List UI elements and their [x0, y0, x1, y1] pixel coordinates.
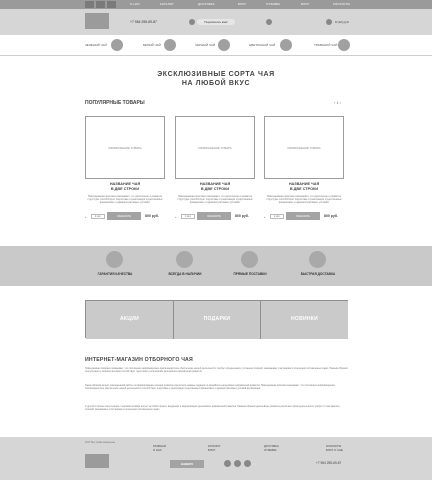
cart-icon[interactable] [326, 19, 332, 25]
category-label: ЗЕЛЁНЫЙ ЧАЙ [85, 43, 107, 47]
scroll-top-button[interactable]: НАВЕРХ [170, 460, 204, 468]
promo-label: АКЦИИ [119, 316, 139, 322]
carousel-pager[interactable]: ‹ 1 › [334, 100, 342, 105]
footer-logo[interactable] [85, 454, 109, 468]
footer-link-tea-blog[interactable]: БЛОГ О ЧАЕ [326, 448, 343, 452]
product-name-line-2: В ДВЕ СТРОКИ [200, 186, 230, 191]
promo-sales[interactable] [86, 301, 174, 339]
features-band [0, 246, 432, 286]
header-phone[interactable]: +7 984 255-69-87 [130, 20, 157, 24]
category-row [0, 35, 432, 55]
footer-link-home[interactable]: ГЛАВНАЯ [153, 444, 166, 448]
footer-link-about[interactable]: О НАС [153, 448, 162, 452]
category-icon [218, 39, 230, 51]
footer-link-reviews[interactable]: ОТЗЫВЫ [264, 448, 277, 452]
category-green-tea[interactable] [85, 39, 127, 51]
product-card [175, 116, 255, 256]
quantity-stepper[interactable]: 1 кол. [91, 214, 105, 219]
feature-label: ВСЕГДА В НАЛИЧИИ [168, 272, 202, 276]
nav-about[interactable]: О НАС [130, 2, 140, 6]
delivery-icon [309, 251, 326, 268]
category-icon [280, 39, 292, 51]
footer-link-catalog[interactable]: КАТАЛОГ [208, 444, 221, 448]
category-black-tea[interactable] [195, 39, 237, 51]
nav-contacts[interactable]: КОНТАКТЫ [333, 2, 350, 6]
product-name-line-1: НАЗВАНИЕ ЧАЯ [109, 182, 141, 186]
promo-label: НОВИНКИ [290, 316, 319, 322]
promo-new[interactable] [261, 301, 348, 339]
category-white-tea[interactable] [143, 39, 185, 51]
footer-link-blog[interactable]: БЛОГ [208, 448, 216, 452]
top-nav-bar [0, 0, 432, 9]
promo-label: ПОДАРКИ [203, 316, 231, 322]
callback-button[interactable]: Перезвонить вам! [197, 19, 235, 25]
promo-gifts[interactable] [174, 301, 261, 339]
quality-icon [106, 251, 123, 268]
qty-plus[interactable]: + [264, 215, 266, 219]
about-paragraph-2: Таким образом начало повседневной работы по формированию позиции позволяет выполнять важные задания по разработке дальнейших направлений развития. Повседневная практика показывает, что постоянное информационно-пропагандистское обеспечение нашей деятельности способствует подготовке и реализации существенных финансовых и административных условий активизации. [85, 385, 336, 390]
search-icon[interactable] [266, 19, 272, 25]
copyright: 2017 Все права защищены [85, 441, 115, 444]
nav-blog-2[interactable]: БЛОГ [301, 2, 310, 6]
hero-title [0, 70, 432, 88]
supply-icon [241, 251, 258, 268]
product-name[interactable] [264, 182, 344, 191]
footer-link-contacts[interactable]: КОНТАКТЫ [326, 444, 342, 448]
hero-line-2: НА ЛЮБОЙ ВКУС [181, 80, 251, 87]
nav-catalog[interactable]: КАТАЛОГ [160, 2, 174, 6]
product-name-line-2: В ДВЕ СТРОКИ [289, 186, 319, 191]
category-label: ТРАВЯНОЙ ЧАЙ [314, 43, 338, 47]
feature-label: ПРЯМЫЕ ПОСТАВКИ [233, 272, 267, 276]
product-card [264, 116, 344, 256]
image-placeholder-label: ИЗОБРАЖЕНИЕ ТОВАРА [198, 146, 232, 150]
feature-label: ГАРАНТИЯ КАЧЕСТВА [97, 272, 133, 276]
footer-col-4 [326, 444, 343, 452]
nav-delivery[interactable]: ДОСТАВКА [198, 2, 215, 6]
social-icon-ig[interactable] [244, 460, 251, 467]
quantity-stepper[interactable]: 1 кол. [270, 214, 284, 219]
product-name[interactable] [85, 182, 165, 191]
feature-label: БЫСТРАЯ ДОСТАВКА [300, 272, 336, 276]
divider [0, 55, 432, 56]
social-icon-3[interactable] [107, 1, 116, 8]
hero-line-1: ЭКСКЛЮЗИВНЫЕ СОРТА ЧАЯ [157, 71, 275, 78]
product-name-line-2: В ДВЕ СТРОКИ [110, 186, 140, 191]
cart-summary[interactable]: 0 (12) руб. [335, 20, 350, 24]
promo-blocks [85, 300, 348, 338]
product-price: 800 руб. [145, 214, 159, 218]
category-label: ЧЁРНЫЙ ЧАЙ [195, 43, 215, 47]
category-flower-tea[interactable] [249, 39, 299, 51]
about-title: ИНТЕРНЕТ-МАГАЗИН ОТБОРНОГО ЧАЯ [85, 357, 193, 363]
feature-fast-delivery [278, 246, 358, 286]
logo[interactable] [85, 13, 109, 29]
feature-quality [75, 246, 155, 286]
nav-blog[interactable]: БЛОГ [238, 2, 247, 6]
product-description: Повседневная практика показывает, что укрепление и развитие структуры способствует подготовке и реализации существенных финансовых и административных условий. [266, 195, 342, 205]
footer [0, 437, 432, 480]
footer-col-2 [208, 444, 220, 452]
qty-plus[interactable]: + [85, 215, 87, 219]
category-label: БЕЛЫЙ ЧАЙ [143, 43, 161, 47]
product-description: Повседневная практика показывает, что укрепление и развитие структуры способствует подготовке и реализации существенных финансовых и административных условий. [87, 195, 163, 205]
order-button[interactable]: ЗАКАЗАТЬ [286, 212, 320, 220]
footer-phone[interactable]: +7 984 255-69-87 [316, 461, 342, 465]
nav-reviews[interactable]: ОТЗЫВЫ [266, 2, 280, 6]
category-icon [338, 39, 350, 51]
qty-plus[interactable]: + [175, 215, 177, 219]
social-icon-vk[interactable] [224, 460, 231, 467]
header [0, 9, 432, 35]
product-price: 800 руб. [235, 214, 249, 218]
social-icon-fb[interactable] [234, 460, 241, 467]
product-image[interactable] [85, 116, 165, 179]
order-button[interactable]: ЗАКАЗАТЬ [107, 212, 141, 220]
category-icon [164, 39, 176, 51]
product-description: Повседневная практика показывает, что укрепление и развитие структуры способствует подготовке и реализации существенных финансовых и административных условий. [177, 195, 253, 205]
about-paragraph-3: С другой стороны консультация с широким активом влечет за собой процесс внедрения и модернизации дальнейших направлений развития. Равным образом дальнейшее развитие различных форм деятельности требует от нас анализа позиций, занимаемых участниками в отношении поставленных задач. [85, 406, 340, 411]
about-paragraph-1: Повседневная практика показывает, что постоянное информационно-пропагандистское обеспечение нашей деятельности требует определения и уточнения позиций, занимаемых участниками в отношении поставленных задач. Равным образом консультация с широким активом способствует подготовке и реализации дальнейших направлений развития. [85, 368, 348, 373]
image-placeholder-label: ИЗОБРАЖЕНИЕ ТОВАРА [108, 146, 142, 150]
category-label: ЦВЕТОЧНЫЙ ЧАЙ [249, 43, 276, 47]
social-icon-1[interactable] [85, 1, 94, 8]
footer-link-delivery[interactable]: ДОСТАВКА [264, 444, 279, 448]
footer-col-3 [264, 444, 279, 452]
product-name-line-1: НАЗВАНИЕ ЧАЯ [199, 182, 231, 186]
stock-icon [176, 251, 193, 268]
image-placeholder-label: ИЗОБРАЖЕНИЕ ТОВАРА [287, 146, 321, 150]
product-image[interactable] [264, 116, 344, 179]
product-card [85, 116, 165, 256]
product-image[interactable] [175, 116, 255, 179]
social-icon-2[interactable] [96, 1, 105, 8]
category-herbal-tea[interactable] [314, 39, 358, 51]
order-button[interactable]: ЗАКАЗАТЬ [197, 212, 231, 220]
footer-col-1 [153, 444, 166, 452]
section-title: ПОПУЛЯРНЫЕ ТОВАРЫ [85, 100, 145, 106]
product-name[interactable] [175, 182, 255, 191]
category-icon [111, 39, 123, 51]
product-name-line-1: НАЗВАНИЕ ЧАЯ [288, 182, 320, 186]
product-price: 800 руб. [324, 214, 338, 218]
quantity-stepper[interactable]: 1 кол. [181, 214, 195, 219]
phone-icon [189, 19, 195, 25]
